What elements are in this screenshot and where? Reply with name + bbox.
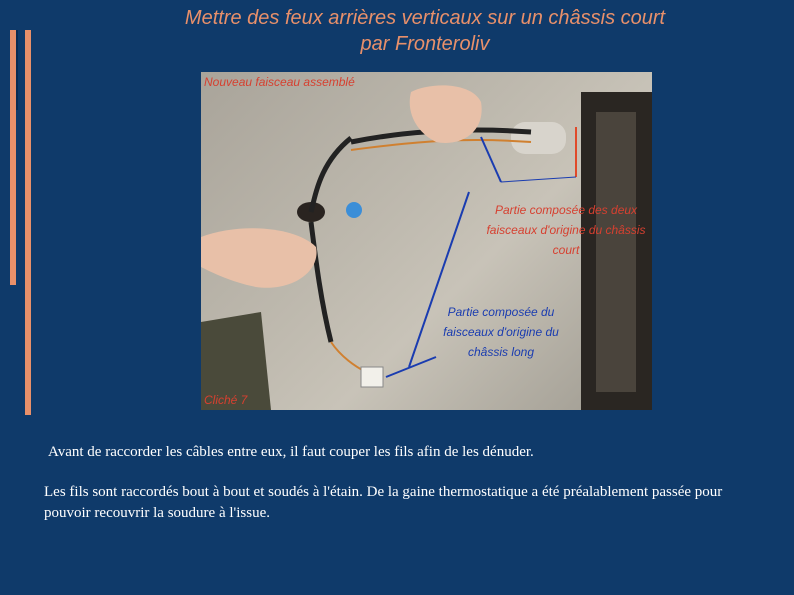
title-line-1: Mettre des feux arrières verticaux sur un châssis court <box>184 7 666 29</box>
photo-label-cliche: Cliché 7 <box>204 393 248 407</box>
wiring-photo <box>201 72 652 410</box>
decorative-bar-thin <box>16 30 18 110</box>
decorative-bar-right <box>25 30 31 415</box>
photo-label-new-harness: Nouveau faisceau assemblé <box>204 75 355 89</box>
paragraph-1: Avant de raccorder les câbles entre eux, il faut couper les fils afin de les dénuder. <box>48 444 534 460</box>
paragraph-2: Les fils sont raccordés bout à bout et soudés à l'étain. De la gaine thermostatique a été préalablement passée pour pouvoir recouvrir la soudure à l'issue. <box>44 484 723 521</box>
title-line-2: par Fronteroliv <box>360 33 490 55</box>
slide-title <box>100 5 750 57</box>
photo-label-short-chassis: Partie composée des deux faisceaux d'origine du châssis court <box>486 203 646 257</box>
photo-label-long-chassis: Partie composée du faisceaux d'origine du châssis long <box>443 305 559 359</box>
